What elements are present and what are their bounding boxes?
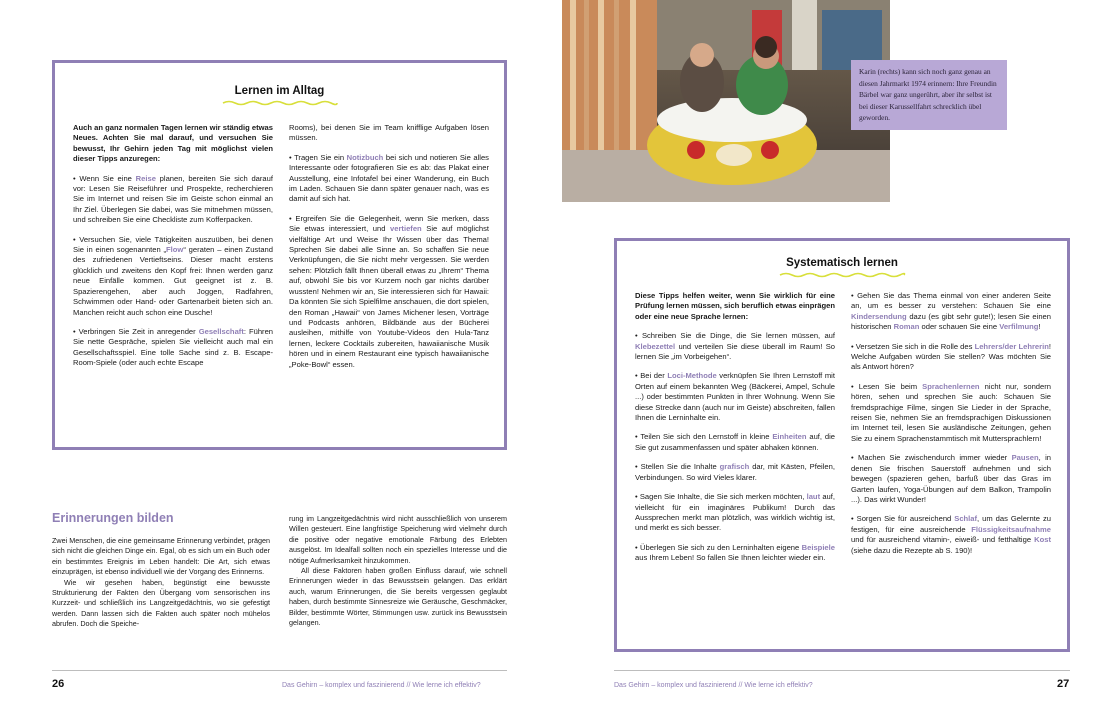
text-run: • Bei der: [635, 371, 668, 381]
tip-item: [635, 462, 835, 483]
text-run: planen, bereiten Sie sich darauf vor: Lesen Sie Reiseführer und Prospekte, recherchieren Sie im Internet und reisen Sie im Geiste schon einmal an Ihr Ziel. Überlegen Sie dabei, was Sie mitnehmen müssen, und schreiben Sie eine Checkliste zum Kofferpacken.: [73, 173, 273, 225]
keyword: Reise: [135, 173, 156, 183]
intro-paragraph: [73, 123, 273, 165]
squiggle-underline: [778, 272, 906, 278]
left-page: [0, 0, 558, 720]
keyword: Beispiele: [801, 542, 835, 552]
keyword: laut: [806, 492, 821, 502]
text-run: • Lesen Sie beim: [851, 381, 923, 391]
text-run: • Ergreifen Sie die Gelegenheit, wenn Sie merken, dass Sie etwas interessiert, und: [289, 213, 489, 234]
text-run: • Teilen Sie sich den Lernstoff in kleine: [635, 432, 773, 442]
tip-item: [851, 453, 1051, 505]
running-footer: Das Gehirn – komplex und faszinierend // Wie lerne ich effektiv?: [614, 682, 813, 689]
section-title: Erinnerungen bilden: [52, 511, 174, 525]
running-footer: Das Gehirn – komplex und faszinierend // Wie lerne ich effektiv?: [282, 682, 481, 689]
text-run: : Führen Sie nette Gespräche, spielen Sie vielleicht auch mal ein Gesellschaftsspiel. Eine tolle Sache sind z. B. Escape-Room-Spiele (oder auch echte Escape: [73, 326, 274, 368]
text-run: Auch an ganz normalen Tagen lernen wir ständig etwas Neues. Achten Sie mal darauf, und versuchen Sie bewusst, Ihr Gehirn jeden Tag mit möglichst vielen dieser Tipps anzuregen:: [73, 123, 273, 164]
tip-item: [73, 327, 273, 369]
squiggle-underline: [221, 100, 339, 106]
keyword: Kost: [1034, 535, 1051, 545]
tip-item: [851, 291, 1051, 333]
keyword: Schlaf: [954, 514, 978, 524]
text-run: (siehe dazu die Rezepte ab S. 190)!: [851, 545, 973, 555]
text-run: dar, mit Kästen, Pfeilen, Verbindungen. So wird Vieles klarer.: [635, 462, 835, 482]
keyword: Kindersendung: [851, 311, 907, 321]
body-paragraph: rung im Langzeitgedächtnis wird nicht ausschließlich von unserem Willen gesteuert. Eine langfristige Speicherung wird vielmehr durch die positive oder negative emotionale Färbung des Erlebten ausgelöst. Im Idealfall sollten noch ein spezielles Interesse und die nötige Aufmerksamkeit hinzukommen.: [289, 514, 507, 565]
tip-box-title: Systematisch lernen: [786, 257, 898, 269]
text-run: auf, vielleicht für ein imaginäres Publikum! Durch das Aussprechen merkt man plötzlich, was wirklich wichtig ist, und merkt es sich besser.: [635, 492, 835, 533]
body-column-1: [52, 536, 270, 630]
footer-rule: [614, 670, 1070, 671]
tip-item: [73, 235, 273, 318]
keyword: Verfilmung: [999, 322, 1039, 332]
tip-item: [635, 371, 835, 423]
right-page: [559, 0, 1117, 720]
tip-box-column-1: [635, 291, 835, 573]
tip-item: [635, 492, 835, 534]
keyword: Flow: [166, 245, 184, 255]
body-paragraph: Zwei Menschen, die eine gemeinsame Erinnerung verbindet, prägen sich nicht die gleichen Dinge ein. Egal, ob es sich um ein Buch oder ein bestimmtes Ereignis im Leben handelt: Die Art, sich etwas einzuprägen, ist ebenso individuell wie der Vorgang des Erinnerns.: [52, 536, 270, 577]
text-run: verknüpfen Sie Ihren Lernstoff mit Orten auf einem bekannten Weg (Bäckerei, Ampel, Schule ...) oder bestimmten Punkten in Ihrer Wohnung. Wenn Sie diese Strecke dann (auch nur im Geiste) abschreiten, fallen Ihnen die Lerninhalte ein.: [635, 371, 835, 423]
text-run: Sie auf möglichst vielfältige Art und Weise Ihr Wissen über das Thema! Sprechen Sie dabei alle Sinne an. So schaffen Sie neue Verknüpfungen, die Sie nicht mehr vergessen. Sie werden sehen: Plötzlich fällt Ihnen überall etwas zu „Ihrem“ Thema auf, obwohl Sie bis vor Kurzem noch gar nichts darüber wussten! Nehmen wir an, Sie interessieren sich für Hawaii: Da könnten Sie sich Spielfilme anschauen, die dort spielen, den Roman „Hawaii“ von James Michener lesen, Vorträge und Podcasts anhören, Bildbände aus der Bücherei ausleihen, mithilfe von Youtube-Videos den Hula-Tanz lernen, leckere Cocktails zubereiten, hawaiianische Musik hören und in einem Restaurant eine typisch hawaiianische „Poke-Bowl“ essen.: [289, 224, 490, 369]
tip-item: [289, 153, 489, 205]
text-run: und verteilen Sie diese überall im Raum! So lernen Sie „im Vorbeigehen“.: [635, 341, 835, 362]
keyword: Sprachenlernen: [922, 381, 980, 391]
tip-item: [635, 543, 835, 564]
keyword: Notizbuch: [346, 152, 384, 162]
text-run: • Gehen Sie das Thema einmal von einer anderen Seite an, um es besser zu verstehen: Schauen Sie eine: [851, 291, 1051, 311]
tip-box-title: Lernen im Alltag: [234, 85, 325, 97]
keyword: Pausen: [1011, 453, 1039, 463]
keyword: Lehrers/der Lehrerin: [974, 341, 1049, 351]
text-run: • Machen Sie zwischendurch immer wieder: [851, 453, 1012, 463]
carousel-photo: [562, 0, 890, 202]
text-run: • Sagen Sie Inhalte, die Sie sich merken möchten,: [635, 492, 807, 502]
tip-item: [289, 214, 489, 370]
text-run: aus Ihrem Leben! So fallen Sie Ihnen leichter wieder ein.: [635, 553, 826, 563]
text-run: , in denen Sie frischen Sauerstoff aufnehmen und sich bewegen (spazieren gehen, barfuß über das Gras im Garten laufen, Yoga-Übungen auf dem Balkon, Trampolin ...). Das wirkt Wunder!: [851, 453, 1051, 504]
tip-item: [73, 174, 273, 226]
keyword: grafisch: [719, 462, 750, 472]
tip-item: [851, 514, 1051, 556]
tip-item: [635, 331, 835, 362]
intro-paragraph: [635, 291, 835, 322]
body-paragraph: Wie wir gesehen haben, begünstigt eine bewusste Strukturierung der Fakten den Übergang vom sensorischen ins Kurzzeit- und schließlich ins Langzeitgedächtnis, wo sie gefestigt werden. Dann lassen sich die Fakten auch später noch mühelos abrufen. Doch die Speiche-: [52, 577, 270, 629]
text-run: • Überlegen Sie sich zu den Lerninhalten eigene: [635, 542, 802, 552]
text-run: • Schreiben Sie die Dinge, die Sie lernen müssen, auf: [635, 331, 835, 341]
tip-item: [851, 382, 1051, 444]
text-run: Rooms), bei denen Sie im Team knifflige Aufgaben lösen müssen.: [289, 123, 489, 143]
tip-item: [635, 432, 835, 453]
keyword: vertiefen: [390, 224, 422, 234]
page-number: 27: [1057, 678, 1070, 690]
page-number: 26: [52, 678, 65, 690]
text-run: bei sich und notieren Sie alles Interessante oder fotografieren Sie es ab: das Plakat einer Ausstellung, eine Infotafel bei einer Wanderung, ein Buch im Laden. Schauen Sie dann später genauer nach, was es damit auf sich hat.: [289, 152, 489, 204]
text-run: • Versuchen Sie, viele Tätigkeiten auszuüben, bei denen Sie in einen sogenannten „: [73, 234, 273, 255]
tip-box-column-1: [73, 123, 273, 378]
body-column-2: [289, 514, 507, 628]
text-run: dazu (es gibt sehr gute!); lesen Sie einen historischen: [851, 311, 1051, 332]
tip-box-alltag: [52, 60, 507, 450]
text-run: • Stellen Sie die Inhalte: [635, 462, 720, 472]
keyword: Gesellschaft: [198, 326, 244, 336]
text-run: Diese Tipps helfen weiter, wenn Sie wirklich für eine Prüfung lernen müssen, sich beruflich etwas einprägen oder eine neue Sprache lernen:: [635, 291, 836, 321]
footer-rule: [52, 670, 507, 671]
text-run: • Sorgen Sie für ausreichend: [851, 514, 955, 524]
tip-item: [851, 342, 1051, 373]
text-run: , um das Gelernte zu festigen, für eine ausreichende: [851, 514, 1051, 534]
text-run: • Wenn Sie eine: [73, 173, 136, 183]
text-run: ! Welche Aufgaben würden Sie stellen? Was möchten Sie als Antwort hören?: [851, 341, 1051, 372]
tip-item: [289, 123, 489, 144]
text-run: nicht nur, sondern hören, sehen und sprechen Sie auch: Schauen Sie fremdsprachige Filme, singen Sie Lieder in der Sprache, reisen Sie, nehmen Sie an fremdsprachigen Diskussionen im Internet teil, lesen Sie ausländische Zeitungen, gehen Sie zu einem Sprachenstammtisch mit Muttersprachlern!: [851, 381, 1051, 443]
keyword: Loci-Methode: [667, 371, 717, 381]
text-run: • Versetzen Sie sich in die Rolle des: [851, 341, 975, 351]
keyword: Roman: [893, 322, 920, 332]
keyword: Einheiten: [772, 432, 807, 442]
text-run: auf, die Sie gut zusammenfassen und später abhaken können.: [635, 432, 835, 452]
text-run: und für ausreichend vitamin-, eiweiß- und fetthaltige: [851, 535, 1035, 545]
text-run: • Tragen Sie ein: [289, 152, 347, 162]
text-run: • Verbringen Sie Zeit in anregender: [73, 326, 199, 336]
text-run: !: [1038, 322, 1041, 332]
text-run: oder schauen Sie eine: [919, 322, 1000, 332]
photo-caption: Karin (rechts) kann sich noch ganz genau an diesen Jahrmarkt 1974 erinnern: Ihre Freundin Bärbel war ganz ungerührt, aber ihr selbst ist bei dieser Karussellfahrt schrecklich übel geworden.: [851, 60, 1007, 130]
tip-box-column-2: [289, 123, 489, 379]
keyword: Flüssigkeitsaufnahme: [971, 524, 1051, 534]
body-paragraph: All diese Faktoren haben großen Einfluss darauf, wie schnell Erinnerungen wieder in das Bewusstsein gelangen. Das erklärt auch, warum Erinnerungen, die Sie bereits vergessen geglaubt haben, durch bestimmte Sinnesreize wie Geräusche, Geschmäcker, Bilder, bestimmte Wörter, Stimmungen usw. zurück ins Bewusstsein gelangen.: [289, 566, 507, 628]
tip-box-column-2: [851, 291, 1051, 565]
keyword: Klebezettel: [635, 341, 676, 351]
text-run: “ geraten – einen Zustand des zufriedenen Vertieftseins. Dieser macht erstens glücklich und zweitens den Kopf frei: Ihnen werden ganz neue Einfälle kommen. Gut geeignet ist z. B. Spazierengehen, aber auch Joggen, Radfahren, Schwimmen oder Hand- oder Gartenarbeit bieten sich an. Manchen reicht auch schon eine Dusche!: [73, 245, 273, 317]
tip-box-systematisch: [614, 238, 1070, 652]
